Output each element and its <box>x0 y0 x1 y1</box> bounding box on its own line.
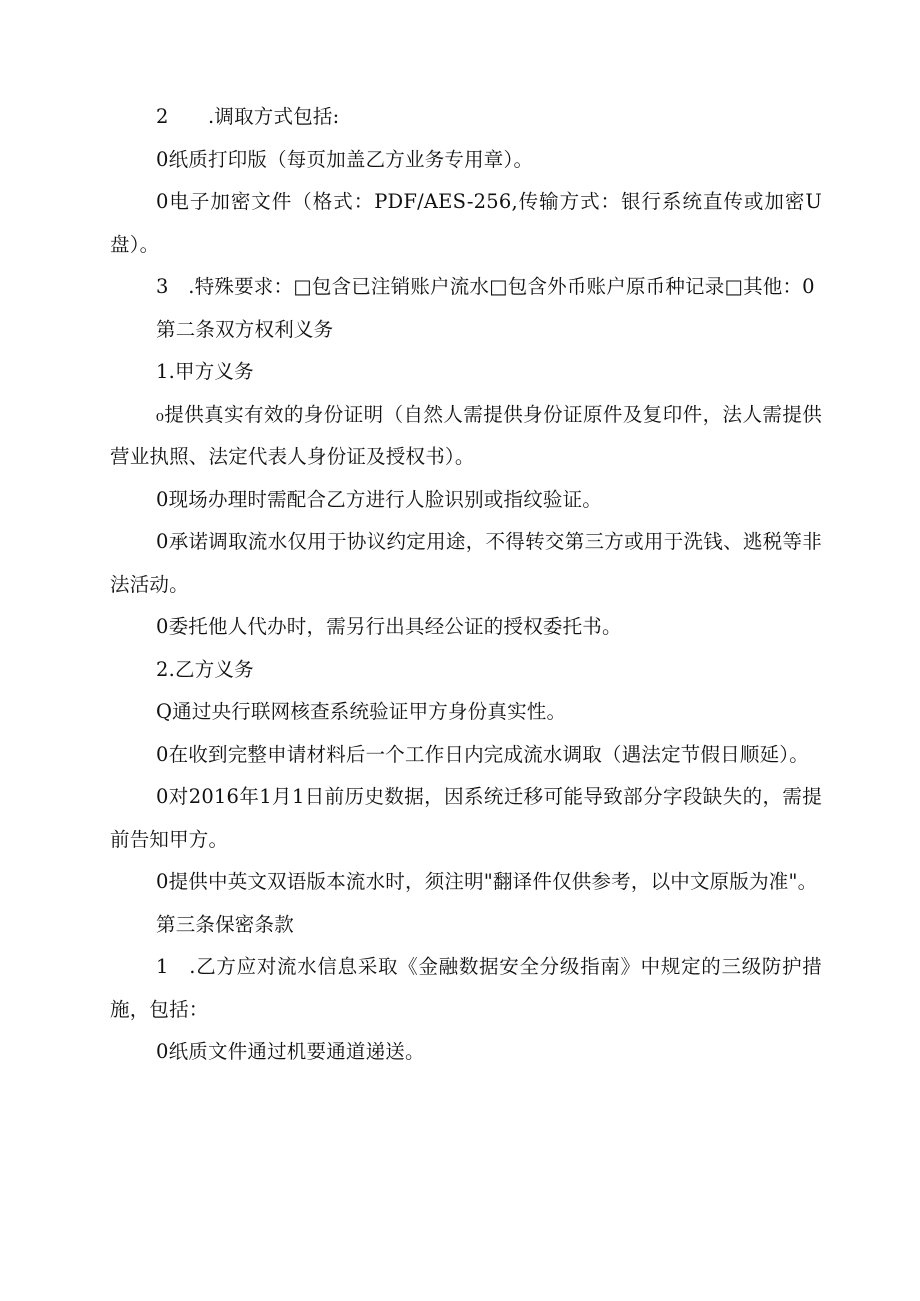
subheading-party-b-obligations: 2.乙方义务 <box>156 657 254 681</box>
paragraph-bilingual-version: 0提供中英文双语版本流水时，须注明"翻译件仅供参考，以中文原版为准"。 <box>156 870 818 893</box>
paragraph-protection-measures: 1 .乙方应对流水信息采取《金融数据安全分级指南》中规定的三级防护措施，包括： <box>110 955 822 1021</box>
subheading-party-a-obligations: 1.甲方义务 <box>156 360 254 383</box>
paragraph-encrypted-file: 0电子加密文件（格式：PDF/AES-256,传输方式：银行系统直传或加密U盘）。 <box>110 190 822 256</box>
section-heading-confidentiality: 第三条保密条款 <box>156 912 294 936</box>
paragraph-retrieval-methods: 2 .调取方式包括: <box>156 105 340 128</box>
paragraph-identity-proof: ₀提供真实有效的身份证明（自然人需提供身份证原件及复印件，法人需提供营业执照、法定代表人身份证及授权书）。 <box>110 402 822 468</box>
paragraph-face-verification: 0现场办理时需配合乙方进行人脸识别或指纹验证。 <box>156 487 603 511</box>
paragraph-confidential-delivery: 0纸质文件通过机要通道递送。 <box>156 1040 425 1063</box>
paragraph-paper-print: 0纸质打印版（每页加盖乙方业务专用章）。 <box>156 147 534 171</box>
paragraph-historical-data: 0对2016年1月1日前历史数据，因系统迁移可能导致部分字段缺失的，需提前告知甲方。 <box>110 785 822 851</box>
section-heading-rights-obligations: 第二条双方权利义务 <box>156 317 334 341</box>
paragraph-processing-time: 0在收到完整申请材料后一个工作日内完成流水调取（遇法定节假日顺延）。 <box>156 742 809 766</box>
paragraph-usage-commitment: 0承诺调取流水仅用于协议约定用途，不得转交第三方或用于洗钱、逃税等非法活动。 <box>110 530 822 596</box>
document-body <box>110 96 822 1074</box>
paragraph-special-requirements: 3 .特殊要求：□包含已注销账户流水□包含外币账户原币种记录□其他：0 <box>156 275 815 298</box>
paragraph-identity-check: Q通过央行联网核查系统验证甲方身份真实性。 <box>156 700 567 723</box>
paragraph-proxy-authorization: 0委托他人代办时，需另行出具经公证的授权委托书。 <box>156 615 622 638</box>
